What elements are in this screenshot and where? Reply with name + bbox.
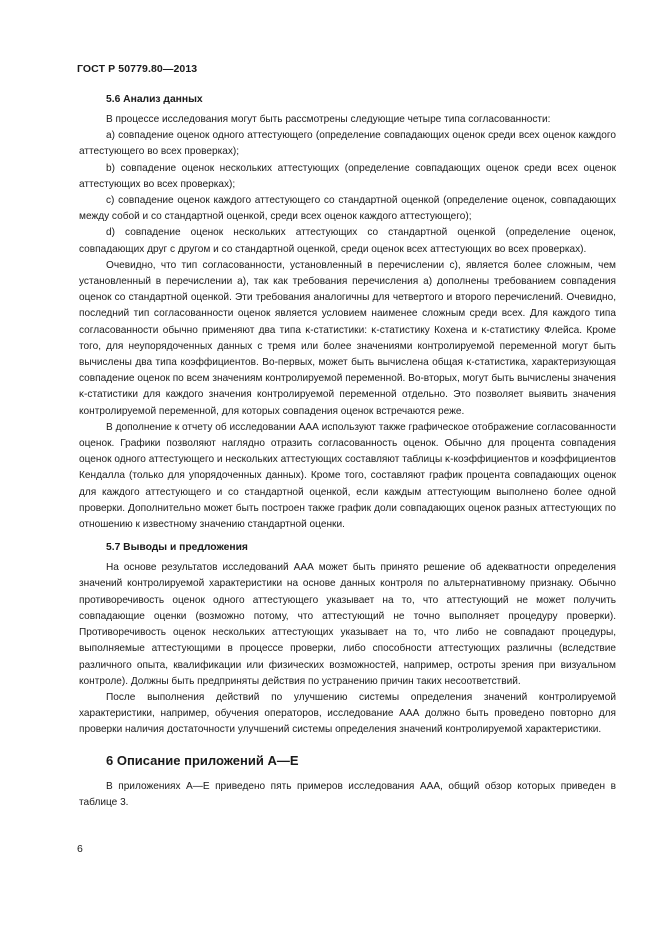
paragraph: После выполнения действий по улучшению системы определения значений контролируемой характеристики, например, обучения операторов, исследование ААА должно быть проведено повторно для проверки наличия достаточности улучшений системы определения значений контролируемой характеристики.: [79, 691, 616, 736]
paragraph: В дополнение к отчету об исследовании ААА используют также графическое отображение согласованности оценок. Графики позволяют наглядно отразить согласованность оценок. Обычно для процента совпадения оценок одного аттестующего и нескольких аттестующих составляют таблицы κ-коэффициентов и коэффициентов Кендалла (только для упорядоченных данных). Кроме того, составляют график процента совпадающих оценок для каждого аттестующего и со стандартной оценкой, если каждым аттестующим выполнено более одной проверки. Дополнительно может быть построен также график доли совпадающих оценок разных аттестующих по отношению к известному значению стандартной оценки.: [79, 421, 616, 531]
paragraph: В процессе исследования могут быть рассмотрены следующие четыре типа согласованности:: [106, 114, 551, 125]
list-item-c: с) совпадение оценок каждого аттестующего со стандартной оценкой (определение оценок, совпадающих между собой и со стандартной оценкой, среди всех оценок каждого аттестующего);: [79, 195, 616, 223]
list-item-b: b) совпадение оценок нескольких аттестующих (определение совпадающих оценок среди всех оценок аттестующих во всех проверках);: [79, 162, 616, 190]
page-number: 6: [77, 843, 83, 855]
document-body: [79, 93, 616, 811]
list-item-d: d) совпадение оценок нескольких аттестующих со стандартной оценкой (определение оценок, совпадающих друг с другом и со стандартной оценкой, среди оценок всех аттестующих во всех проверках).: [79, 227, 616, 255]
section-6-heading: 6 Описание приложений А—Е: [106, 752, 299, 768]
section-5-6-heading: 5.6 Анализ данных: [106, 94, 203, 105]
paragraph: В приложениях А—Е приведено пять примеров исследования ААА, общий обзор которых приведен в таблице 3.: [79, 780, 616, 808]
paragraph: На основе результатов исследований ААА может быть принято решение об адекватности определения значений контролируемой характеристики на основе данных контроля по альтернативному признаку. Обычно противоречивость оценок одного аттестующего указывает на то, что аттестующий не может получить совпадающие оценки (возможно потому, что аттестующий не точно выполняет процедуру проверки). Противоречивость оценок нескольких аттестующих указывает на то, что либо не совпадают процедуры, выполняемые аттестующими в процессе проверки, либо способности аттестующих различны (вследствие различного опыта, квалификации или физических возможностей, например, остроты зрения при визуальном контроле). Должны быть предприняты действия по устранению причин таких несоответствий.: [79, 562, 616, 687]
section-5-7-heading: 5.7 Выводы и предложения: [106, 542, 248, 554]
document-header: ГОСТ Р 50779.80—2013: [77, 63, 198, 75]
list-item-a: а) совпадение оценок одного аттестующего (определение совпадающих оценок среди всех оценок каждого аттестующего во всех проверках);: [79, 130, 616, 158]
paragraph: Очевидно, что тип согласованности, установленный в перечислении с), является более сложным, чем установленный в перечислении а), так как требования перечисления а) дополнены требованием совпадения оценок со стандартной оценкой. Эти требования аналогичны для четвертого и второго перечислений. Очевидно, последний тип согласованности оценок является условием наименее сложным среди всех. Для каждого типа согласованности обычно применяют два типа κ-статистики: κ-статистику Кохена и κ-статистику Флейса. Кроме того, для неупорядоченных данных с тремя или более значениями контролируемой переменной могут быть вычислены два типа коэффициентов. Во-первых, может быть вычислена общая κ-статистика, характеризующая совпадение оценок по всем значениям контролируемой переменной. Во-вторых, могут быть вычислены значения κ-статистики для каждого значения контролируемой переменной отдельно. Это позволяет выявить значения контролируемой переменной, для которых совпадения оценок встречаются реже.: [79, 259, 616, 417]
